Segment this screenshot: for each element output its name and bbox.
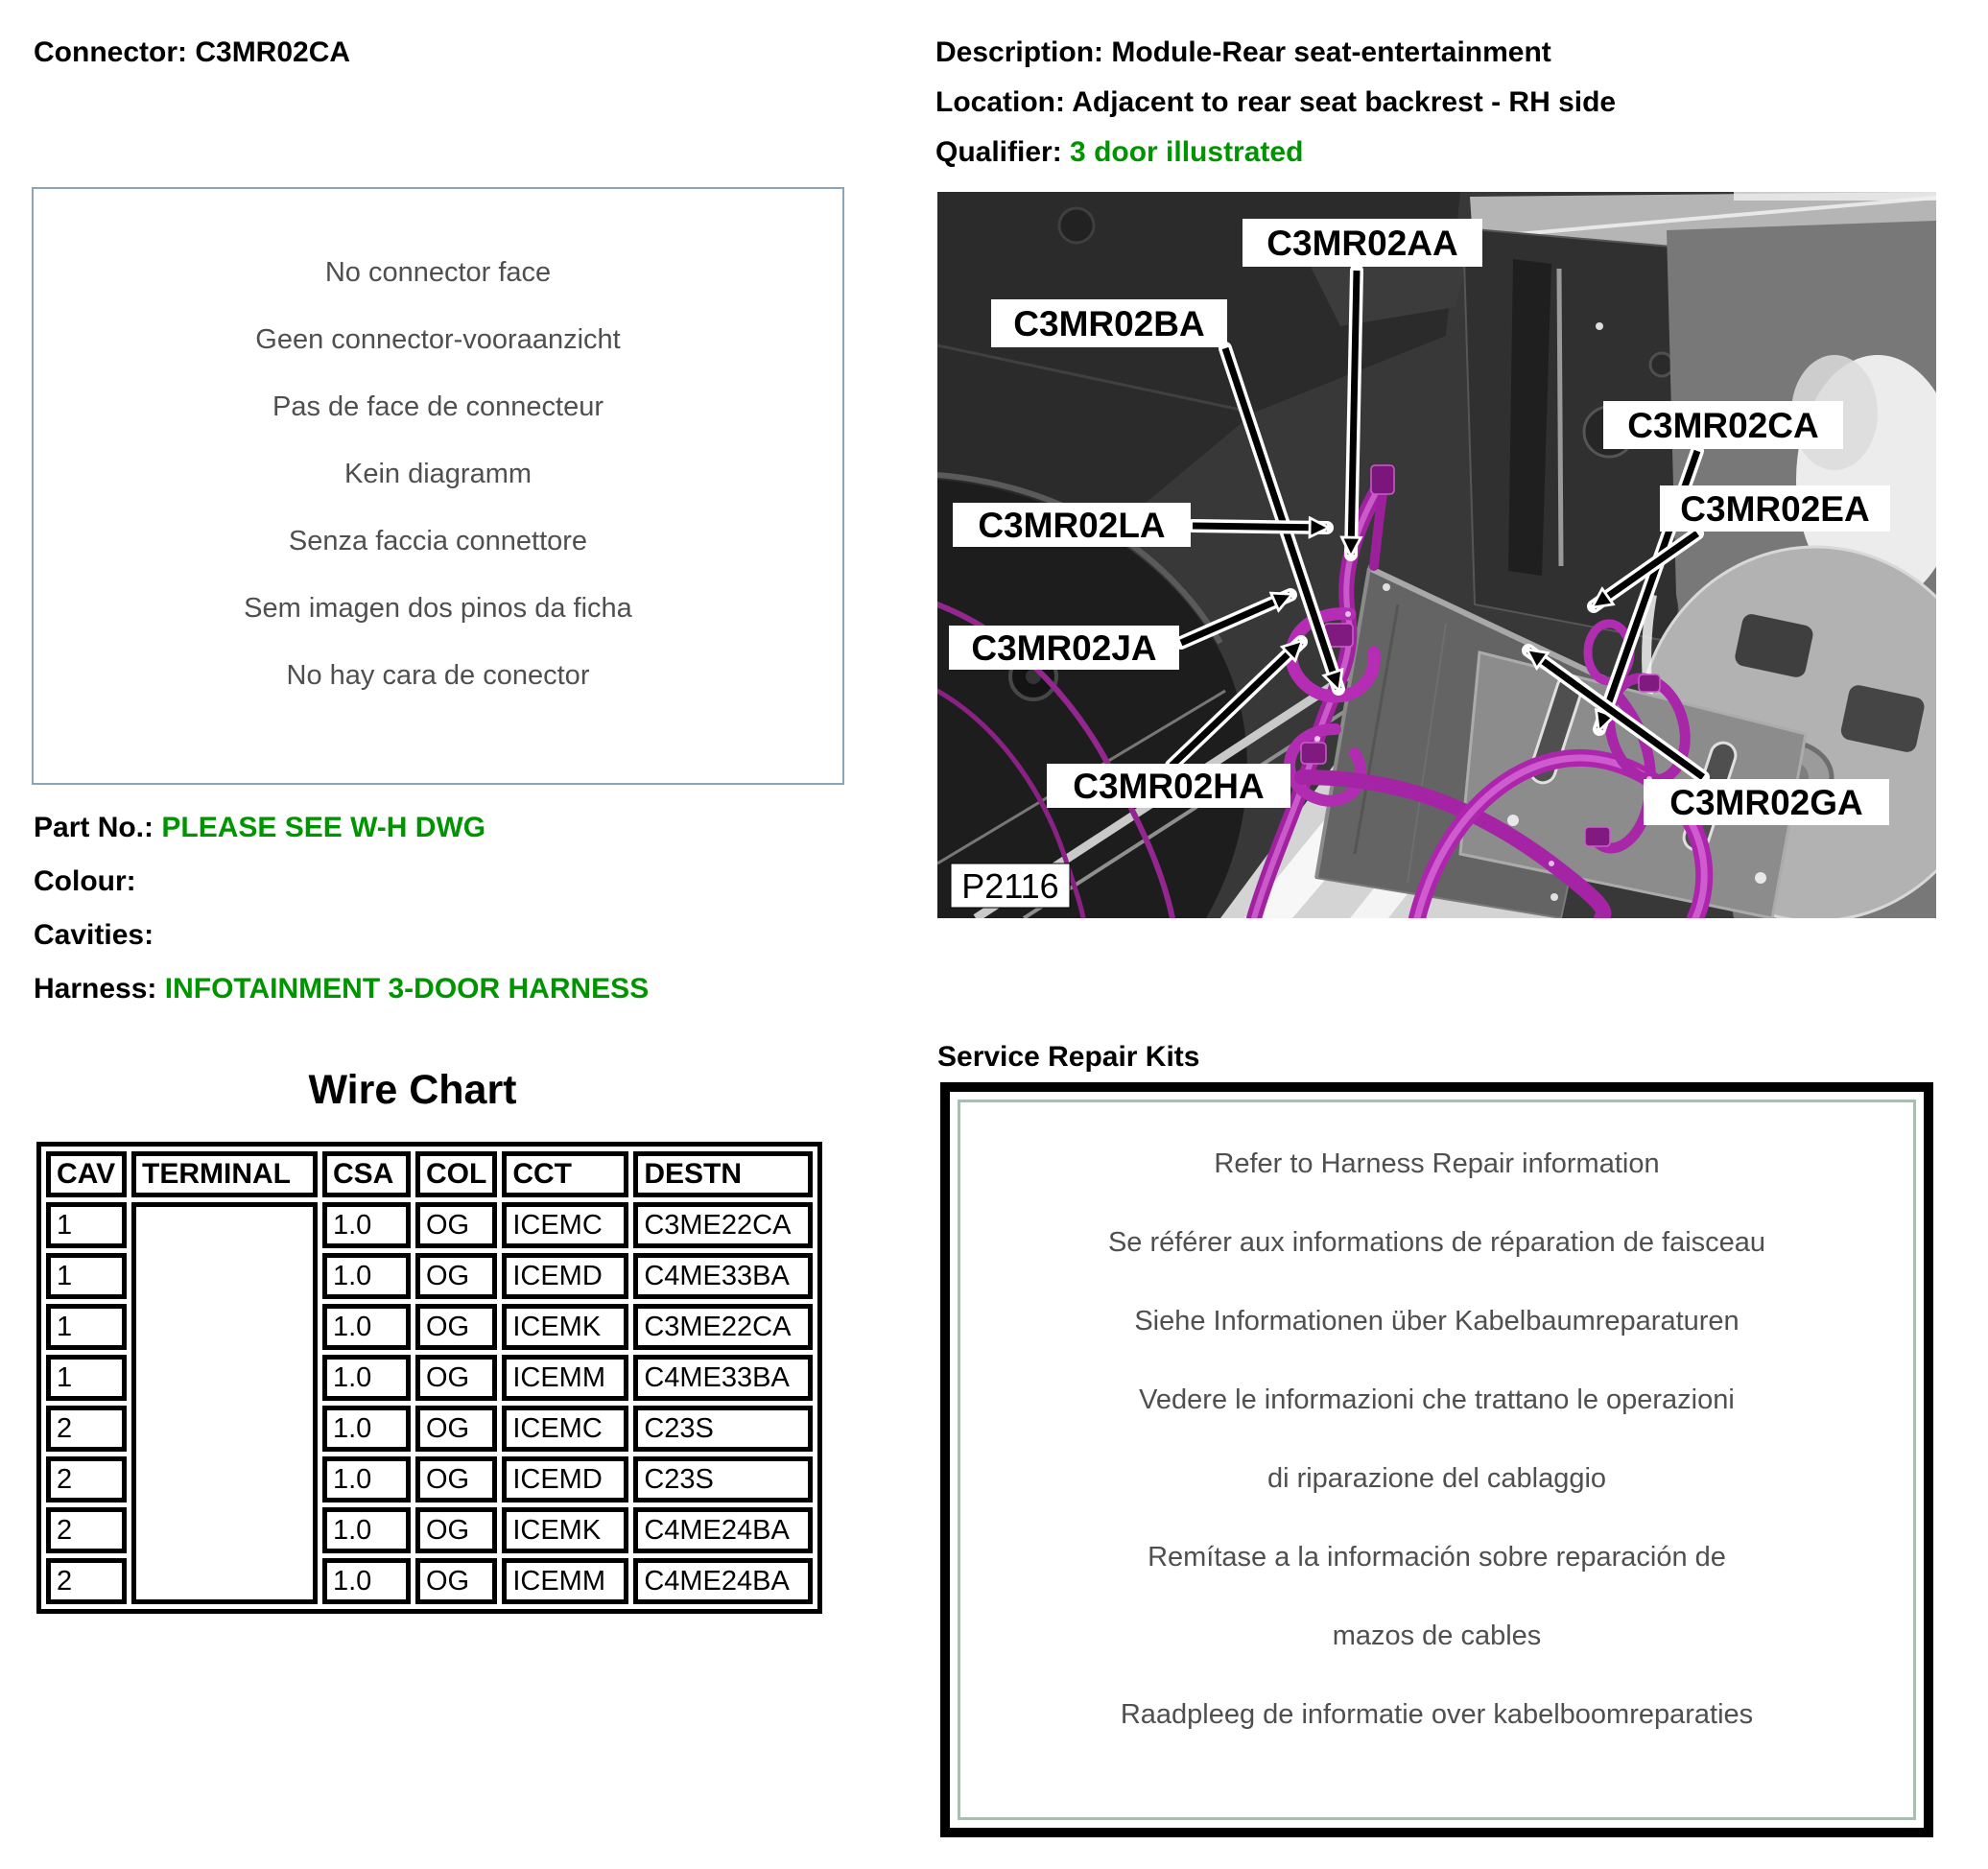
wire-chart-cell: ICEMD bbox=[502, 1253, 628, 1299]
harness-label: Harness: bbox=[34, 973, 157, 1005]
connector-face-lines bbox=[34, 189, 842, 709]
wire-chart-cell: 1.0 bbox=[322, 1558, 411, 1604]
text-line: No connector face bbox=[324, 257, 552, 288]
column-header-col: COL bbox=[415, 1151, 497, 1197]
connector-face-placeholder-box bbox=[32, 187, 844, 785]
wire-chart-terminal-cell bbox=[131, 1202, 318, 1604]
wire-chart-cell: OG bbox=[415, 1253, 497, 1299]
connector-title bbox=[34, 35, 350, 70]
text-line: Refer to Harness Repair information bbox=[1214, 1148, 1660, 1179]
module-location-photo bbox=[937, 192, 1936, 918]
wire-chart-cell: 2 bbox=[46, 1507, 127, 1553]
wire-chart-cell: 1 bbox=[46, 1355, 127, 1401]
service-repair-kits-box bbox=[940, 1082, 1933, 1837]
description-line bbox=[935, 35, 1551, 70]
wire-chart-cell: OG bbox=[415, 1558, 497, 1604]
harness-value: INFOTAINMENT 3-DOOR HARNESS bbox=[164, 973, 650, 1005]
text-line: Senza faccia connettore bbox=[288, 526, 588, 556]
wire-chart-cell: OG bbox=[415, 1456, 497, 1502]
wire-chart-cell: ICEMC bbox=[502, 1202, 628, 1248]
text-line: Siehe Informationen über Kabelbaumreparaturen bbox=[1134, 1306, 1740, 1337]
wire-chart-cell: OG bbox=[415, 1507, 497, 1553]
column-header-terminal: TERMINAL bbox=[131, 1151, 318, 1197]
description-value: Module-Rear seat-entertainment bbox=[1111, 36, 1551, 68]
wire-chart-table bbox=[36, 1142, 822, 1614]
callout-label: C3MR02HA bbox=[1073, 767, 1265, 806]
part-info bbox=[34, 811, 897, 1026]
qualifier-line bbox=[935, 135, 1303, 170]
colour-line bbox=[34, 864, 897, 918]
wire-chart-cell: ICEMK bbox=[502, 1507, 628, 1553]
wire-chart-cell: ICEMK bbox=[502, 1304, 628, 1350]
location-line bbox=[935, 85, 1616, 120]
location-value: Adjacent to rear seat backrest - RH side bbox=[1072, 86, 1617, 118]
service-repair-kits-inner-border bbox=[958, 1100, 1916, 1820]
location-label: Location: bbox=[935, 86, 1065, 118]
wire-chart-cell: OG bbox=[415, 1202, 497, 1248]
text-line: Geen connector-vooraanzicht bbox=[255, 324, 621, 355]
column-header-csa: CSA bbox=[322, 1151, 411, 1197]
text-line: Se référer aux informations de réparation de faisceau bbox=[1107, 1227, 1766, 1258]
wire-chart-cell: 1.0 bbox=[322, 1304, 411, 1350]
callout-label: C3MR02CA bbox=[1627, 406, 1819, 445]
wire-chart-cell: 1.0 bbox=[322, 1355, 411, 1401]
wire-chart-cell: C3ME22CA bbox=[633, 1202, 813, 1248]
part-no-value: PLEASE SEE W-H DWG bbox=[161, 812, 486, 843]
callout-label: C3MR02JA bbox=[971, 628, 1157, 668]
callout-label: C3MR02GA bbox=[1669, 783, 1863, 822]
callout-label: C3MR02BA bbox=[1013, 304, 1205, 343]
qualifier-value: 3 door illustrated bbox=[1070, 136, 1304, 168]
description-label: Description: bbox=[935, 36, 1104, 68]
wire-chart-cell: C4ME33BA bbox=[633, 1355, 813, 1401]
wire-chart-cell: OG bbox=[415, 1355, 497, 1401]
wire-chart-cell: C4ME24BA bbox=[633, 1507, 813, 1553]
callout-label: C3MR02LA bbox=[978, 506, 1166, 545]
figure-id-text: P2116 bbox=[961, 866, 1059, 906]
text-line: Raadpleeg de informatie over kabelboomreparaties bbox=[1120, 1699, 1754, 1730]
wire-chart-header-row bbox=[46, 1151, 813, 1197]
connector-label: Connector: bbox=[34, 36, 187, 68]
text-line: di riparazione del cablaggio bbox=[1266, 1463, 1607, 1494]
wire-chart-cell: 1.0 bbox=[322, 1202, 411, 1248]
wire-chart-cell: ICEMM bbox=[502, 1558, 628, 1604]
part-no-label: Part No.: bbox=[34, 812, 154, 843]
part-no-line bbox=[34, 811, 897, 864]
wire-chart-cell: 1 bbox=[46, 1202, 127, 1248]
qualifier-label: Qualifier: bbox=[935, 136, 1062, 168]
wire-chart-cell: C4ME24BA bbox=[633, 1558, 813, 1604]
text-line: mazos de cables bbox=[1332, 1621, 1542, 1651]
callout-label: C3MR02AA bbox=[1266, 224, 1458, 263]
wire-chart-cell: 1.0 bbox=[322, 1456, 411, 1502]
colour-label: Colour: bbox=[34, 865, 136, 897]
wire-chart-cell: C23S bbox=[633, 1456, 813, 1502]
text-line: No hay cara de conector bbox=[286, 660, 590, 691]
harness-line bbox=[34, 972, 897, 1026]
connector-value: C3MR02CA bbox=[195, 36, 351, 68]
text-line: Kein diagramm bbox=[343, 459, 532, 489]
callout-label: C3MR02EA bbox=[1680, 489, 1870, 529]
figure-id-label bbox=[951, 864, 1070, 908]
wire-chart-cell: C3ME22CA bbox=[633, 1304, 813, 1350]
text-line: Remítase a la información sobre reparación de bbox=[1148, 1542, 1726, 1573]
column-header-cav: CAV bbox=[46, 1151, 127, 1197]
wire-chart-cell: 2 bbox=[46, 1456, 127, 1502]
wire-chart-cell: 1 bbox=[46, 1304, 127, 1350]
wire-chart-cell: 2 bbox=[46, 1558, 127, 1604]
wire-chart-cell: ICEMD bbox=[502, 1456, 628, 1502]
wire-chart-row bbox=[46, 1202, 813, 1248]
wire-chart-cell: C4ME33BA bbox=[633, 1253, 813, 1299]
text-line: Vedere le informazioni che trattano le operazioni bbox=[1139, 1384, 1735, 1415]
wire-chart-cell: ICEMM bbox=[502, 1355, 628, 1401]
wire-chart-cell: 1 bbox=[46, 1253, 127, 1299]
cavities-line bbox=[34, 918, 897, 972]
wire-chart-cell: C23S bbox=[633, 1406, 813, 1452]
text-line: Pas de face de connecteur bbox=[272, 391, 604, 422]
wire-chart-cell: ICEMC bbox=[502, 1406, 628, 1452]
wire-chart-cell: 1.0 bbox=[322, 1406, 411, 1452]
callout-arrow bbox=[1193, 526, 1327, 528]
column-header-cct: CCT bbox=[502, 1151, 628, 1197]
service-repair-lines bbox=[960, 1102, 1913, 1754]
wire-chart-cell: 1.0 bbox=[322, 1253, 411, 1299]
wire-chart-cell: OG bbox=[415, 1406, 497, 1452]
wire-chart-cell: 1.0 bbox=[322, 1507, 411, 1553]
column-header-destn: DESTN bbox=[633, 1151, 813, 1197]
service-repair-kits-title: Service Repair Kits bbox=[937, 1041, 1200, 1073]
cavities-label: Cavities: bbox=[34, 919, 154, 951]
text-line: Sem imagen dos pinos da ficha bbox=[244, 593, 632, 624]
wire-chart-cell: 2 bbox=[46, 1406, 127, 1452]
wire-chart-title: Wire Chart bbox=[308, 1067, 517, 1113]
wire-chart-cell: OG bbox=[415, 1304, 497, 1350]
